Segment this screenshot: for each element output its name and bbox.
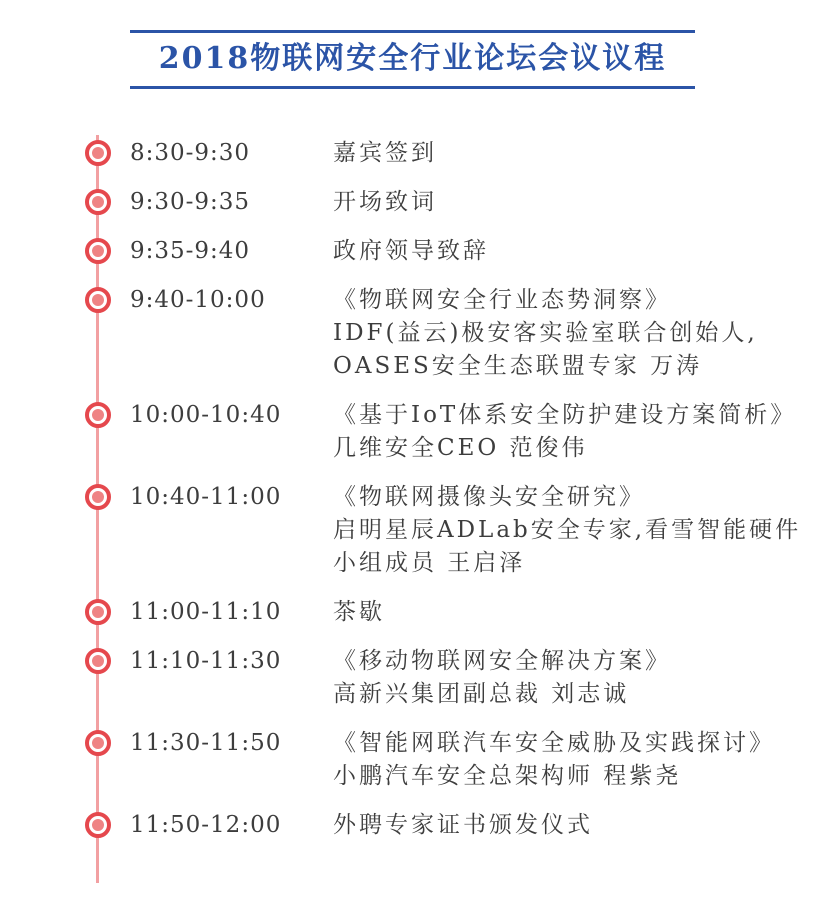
agenda-content — [333, 399, 827, 465]
agenda-content-line: 嘉宾签到 — [333, 140, 437, 166]
agenda-content — [333, 596, 827, 629]
agenda-content-line: 茶歇 — [333, 599, 385, 625]
agenda-content-line: 《移动物联网安全解决方案》 — [333, 648, 671, 674]
agenda-content-line: 高新兴集团副总裁 刘志诚 — [333, 681, 630, 707]
agenda-time: 9:30-9:35 — [130, 189, 251, 215]
agenda-content-line: IDF(益云)极安客实验室联合创始人, — [333, 320, 758, 346]
timeline-marker-dot — [92, 655, 104, 667]
agenda-content — [333, 137, 827, 170]
agenda-content-line: OASES安全生态联盟专家 万涛 — [333, 353, 703, 379]
agenda-row — [0, 727, 827, 793]
timeline-marker-icon — [85, 648, 111, 674]
agenda-row — [0, 645, 827, 711]
agenda-time: 10:40-11:00 — [130, 484, 282, 510]
timeline-marker-icon — [85, 140, 111, 166]
timeline-marker-icon — [85, 287, 111, 313]
agenda-content-line: 几维安全CEO 范俊伟 — [333, 435, 588, 461]
agenda-content-line: 外聘专家证书颁发仪式 — [333, 812, 593, 838]
timeline-marker-dot — [92, 606, 104, 618]
agenda-time: 11:50-12:00 — [130, 812, 282, 838]
agenda-list — [0, 137, 827, 842]
agenda-content-line: 开场致词 — [333, 189, 437, 215]
agenda-time: 9:35-9:40 — [130, 238, 251, 264]
timeline-marker-icon — [85, 402, 111, 428]
agenda-content-line: 小鹏汽车安全总架构师 程紫尧 — [333, 763, 682, 789]
agenda-row — [0, 399, 827, 465]
timeline-marker-icon — [85, 599, 111, 625]
agenda-row — [0, 481, 827, 580]
agenda-content-line: 启明星辰ADLab安全专家,看雪智能硬件 — [333, 517, 802, 543]
timeline-marker-icon — [85, 238, 111, 264]
agenda-header — [130, 30, 695, 89]
timeline-marker-icon — [85, 484, 111, 510]
timeline-marker-icon — [85, 730, 111, 756]
agenda-time: 11:10-11:30 — [130, 648, 282, 674]
agenda-content-line: 政府领导致辞 — [333, 238, 489, 264]
timeline-marker-dot — [92, 196, 104, 208]
timeline-marker-dot — [92, 737, 104, 749]
agenda-content — [333, 727, 827, 793]
agenda-time: 8:30-9:30 — [130, 140, 251, 166]
agenda-time: 10:00-10:40 — [130, 402, 282, 428]
agenda-time: 11:00-11:10 — [130, 599, 282, 625]
agenda-row — [0, 809, 827, 842]
agenda-content-line: 《智能网联汽车安全威胁及实践探讨》 — [333, 730, 775, 756]
agenda-content — [333, 235, 827, 268]
page-title: 2018物联网安全行业论坛会议议程 — [158, 41, 667, 76]
agenda-content-line: 小组成员 王启泽 — [333, 550, 526, 576]
agenda-content — [333, 186, 827, 219]
agenda-content-line: 《物联网安全行业态势洞察》 — [333, 287, 671, 313]
timeline-marker-dot — [92, 245, 104, 257]
agenda-row — [0, 186, 827, 219]
agenda-content — [333, 809, 827, 842]
timeline-marker-icon — [85, 812, 111, 838]
agenda-page — [0, 30, 827, 919]
agenda-row — [0, 137, 827, 170]
timeline-marker-dot — [92, 819, 104, 831]
agenda-row — [0, 284, 827, 383]
agenda-row — [0, 596, 827, 629]
timeline-marker-icon — [85, 189, 111, 215]
timeline-marker-dot — [92, 147, 104, 159]
timeline-marker-dot — [92, 409, 104, 421]
agenda-content — [333, 284, 827, 383]
agenda-content-line: 《物联网摄像头安全研究》 — [333, 484, 645, 510]
agenda-content — [333, 645, 827, 711]
agenda-time: 11:30-11:50 — [130, 730, 282, 756]
agenda-time: 9:40-10:00 — [130, 287, 266, 313]
agenda-row — [0, 235, 827, 268]
timeline-marker-dot — [92, 294, 104, 306]
timeline-marker-dot — [92, 491, 104, 503]
agenda-content-line: 《基于IoT体系安全防护建设方案简析》 — [333, 402, 797, 428]
agenda-content — [333, 481, 827, 580]
